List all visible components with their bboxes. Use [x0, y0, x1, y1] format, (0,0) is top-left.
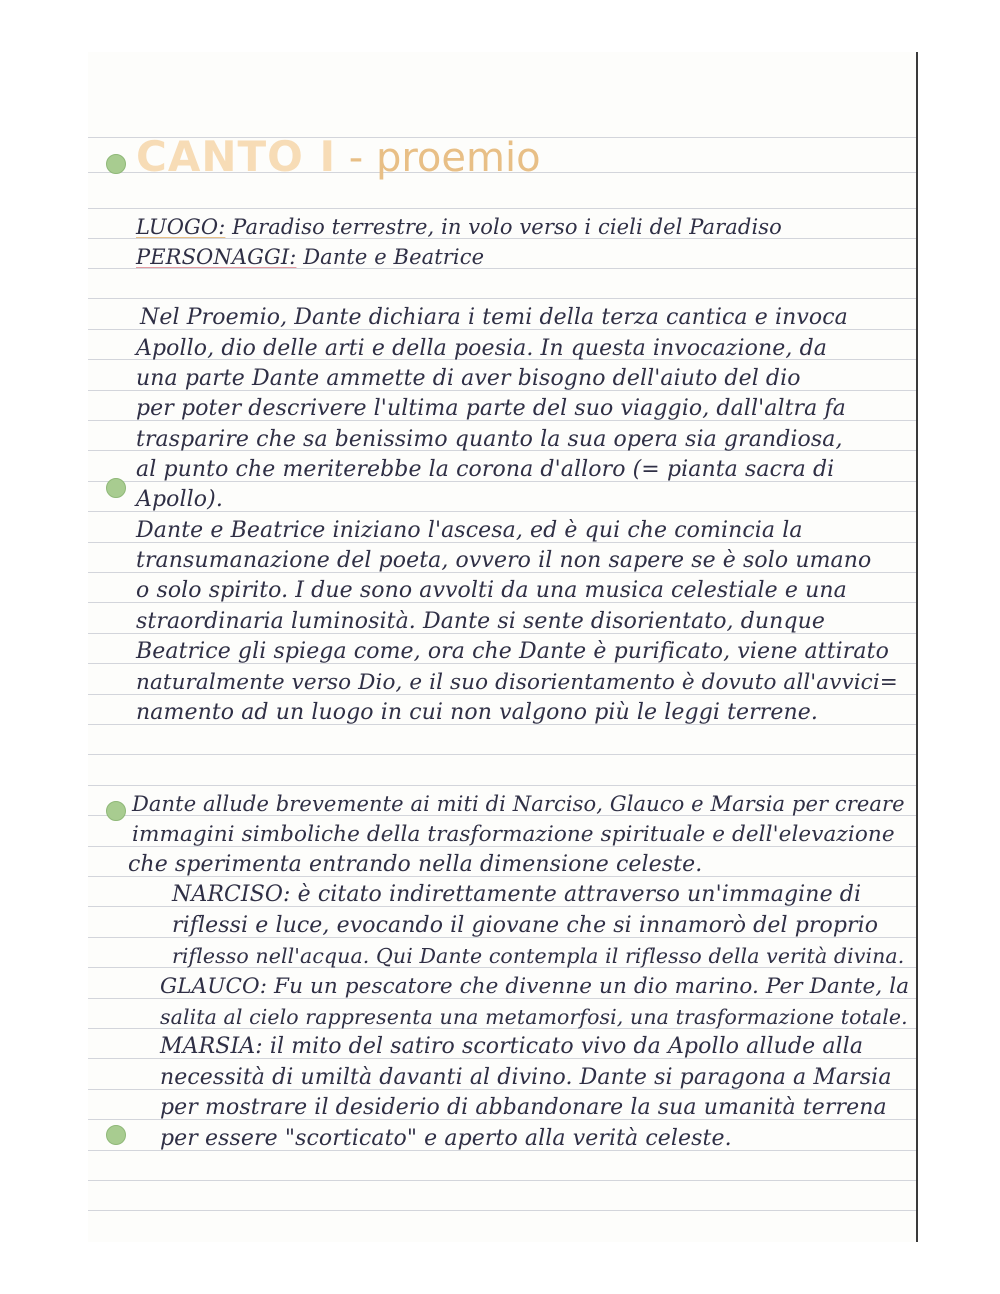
marsia-line: per essere "scorticato" e aperto alla verità celeste.: [160, 1126, 732, 1151]
luogo-label: LUOGO:: [136, 215, 226, 239]
personaggi-line: [136, 242, 484, 272]
notebook-page: [88, 52, 916, 1242]
narciso-label: NARCISO:: [172, 882, 291, 907]
paragraph-2-line: namento ad un luogo in cui non valgono più le leggi terrene.: [136, 700, 818, 725]
binder-hole: [106, 1125, 126, 1145]
marsia-text: il mito del satiro scorticato vivo da Apollo allude alla: [262, 1034, 864, 1059]
title-subtitle: proemio: [375, 135, 541, 181]
ruled-line: [88, 298, 916, 299]
paragraph-1-line: Nel Proemio, Dante dichiara i temi della terza cantica e invoca: [140, 305, 848, 330]
narciso-text: è citato indirettamente attraverso un'immagine di: [290, 882, 862, 907]
marsia-line: [160, 1032, 863, 1062]
paragraph-1-line: trasparire che sa benissimo quanto la sua opera sia grandiosa,: [136, 427, 843, 452]
title-separator: -: [336, 135, 376, 181]
luogo-text: Paradiso terrestre, in volo verso i cieli del Paradiso: [225, 215, 782, 239]
ruled-line: [88, 1180, 916, 1181]
paragraph-1-line: per poter descrivere l'ultima parte del suo viaggio, dall'altra fa: [136, 396, 846, 421]
luogo-line: [136, 212, 782, 242]
paragraph-1-line: una parte Dante ammette di aver bisogno dell'aiuto del dio: [136, 366, 801, 391]
paragraph-2-line: naturalmente verso Dio, e il suo disorientamento è dovuto all'avvici=: [136, 670, 898, 695]
paragraph-3-line: Dante allude brevemente ai miti di Narciso, Glauco e Marsia per creare: [132, 792, 905, 816]
ruled-line: [88, 754, 916, 755]
glauco-text: Fu un pescatore che divenne un dio marino. Per Dante, la: [267, 974, 910, 999]
paragraph-3-line: immagini simboliche della trasformazione spirituale e dell'elevazione: [132, 822, 895, 847]
binder-hole: [106, 801, 126, 821]
glauco-line: salita al cielo rappresenta una metamorfosi, una trasformazione totale.: [160, 1005, 908, 1029]
narciso-line: riflesso nell'acqua. Qui Dante contempla il riflesso della verità divina.: [172, 944, 905, 968]
paragraph-2-line: Beatrice gli spiega come, ora che Dante è purificato, viene attirato: [136, 639, 889, 664]
paragraph-3-line: che sperimenta entrando nella dimensione celeste.: [128, 852, 703, 877]
paragraph-2-line: o solo spirito. I due sono avvolti da una musica celestiale e una: [136, 578, 847, 603]
marsia-line: necessità di umiltà davanti al divino. Dante si paragona a Marsia: [160, 1065, 892, 1090]
personaggi-text: Dante e Beatrice: [296, 245, 485, 269]
title-canto: CANTO I: [136, 132, 337, 181]
narciso-line: riflessi e luce, evocando il giovane che si innamorò del proprio: [172, 913, 879, 938]
paragraph-2-line: transumanazione del poeta, ovvero il non sapere se è solo umano: [136, 548, 872, 573]
paragraph-1-line: Apollo, dio delle arti e della poesia. In questa invocazione, da: [136, 336, 827, 361]
paragraph-1-line: Apollo).: [136, 487, 223, 512]
paragraph-1-line: al punto che meriterebbe la corona d'alloro (= pianta sacra di: [136, 457, 835, 482]
paragraph-2-line: Dante e Beatrice iniziano l'ascesa, ed è qui che comincia la: [136, 518, 803, 543]
personaggi-label: PERSONAGGI:: [136, 245, 297, 269]
paragraph-2-line: straordinaria luminosità. Dante si sente disorientato, dunque: [136, 609, 826, 634]
glauco-label: GLAUCO:: [160, 974, 268, 999]
narciso-line: [172, 880, 861, 910]
binder-hole: [106, 478, 126, 498]
ruled-line: [88, 785, 916, 786]
glauco-line: [160, 972, 909, 1002]
page-title: [136, 134, 541, 181]
ruled-line: [88, 1210, 916, 1211]
binder-hole: [106, 154, 126, 174]
marsia-line: per mostrare il desiderio di abbandonare la sua umanità terrena: [160, 1095, 887, 1120]
marsia-label: MARSIA:: [160, 1034, 263, 1059]
ruled-line: [88, 208, 916, 209]
